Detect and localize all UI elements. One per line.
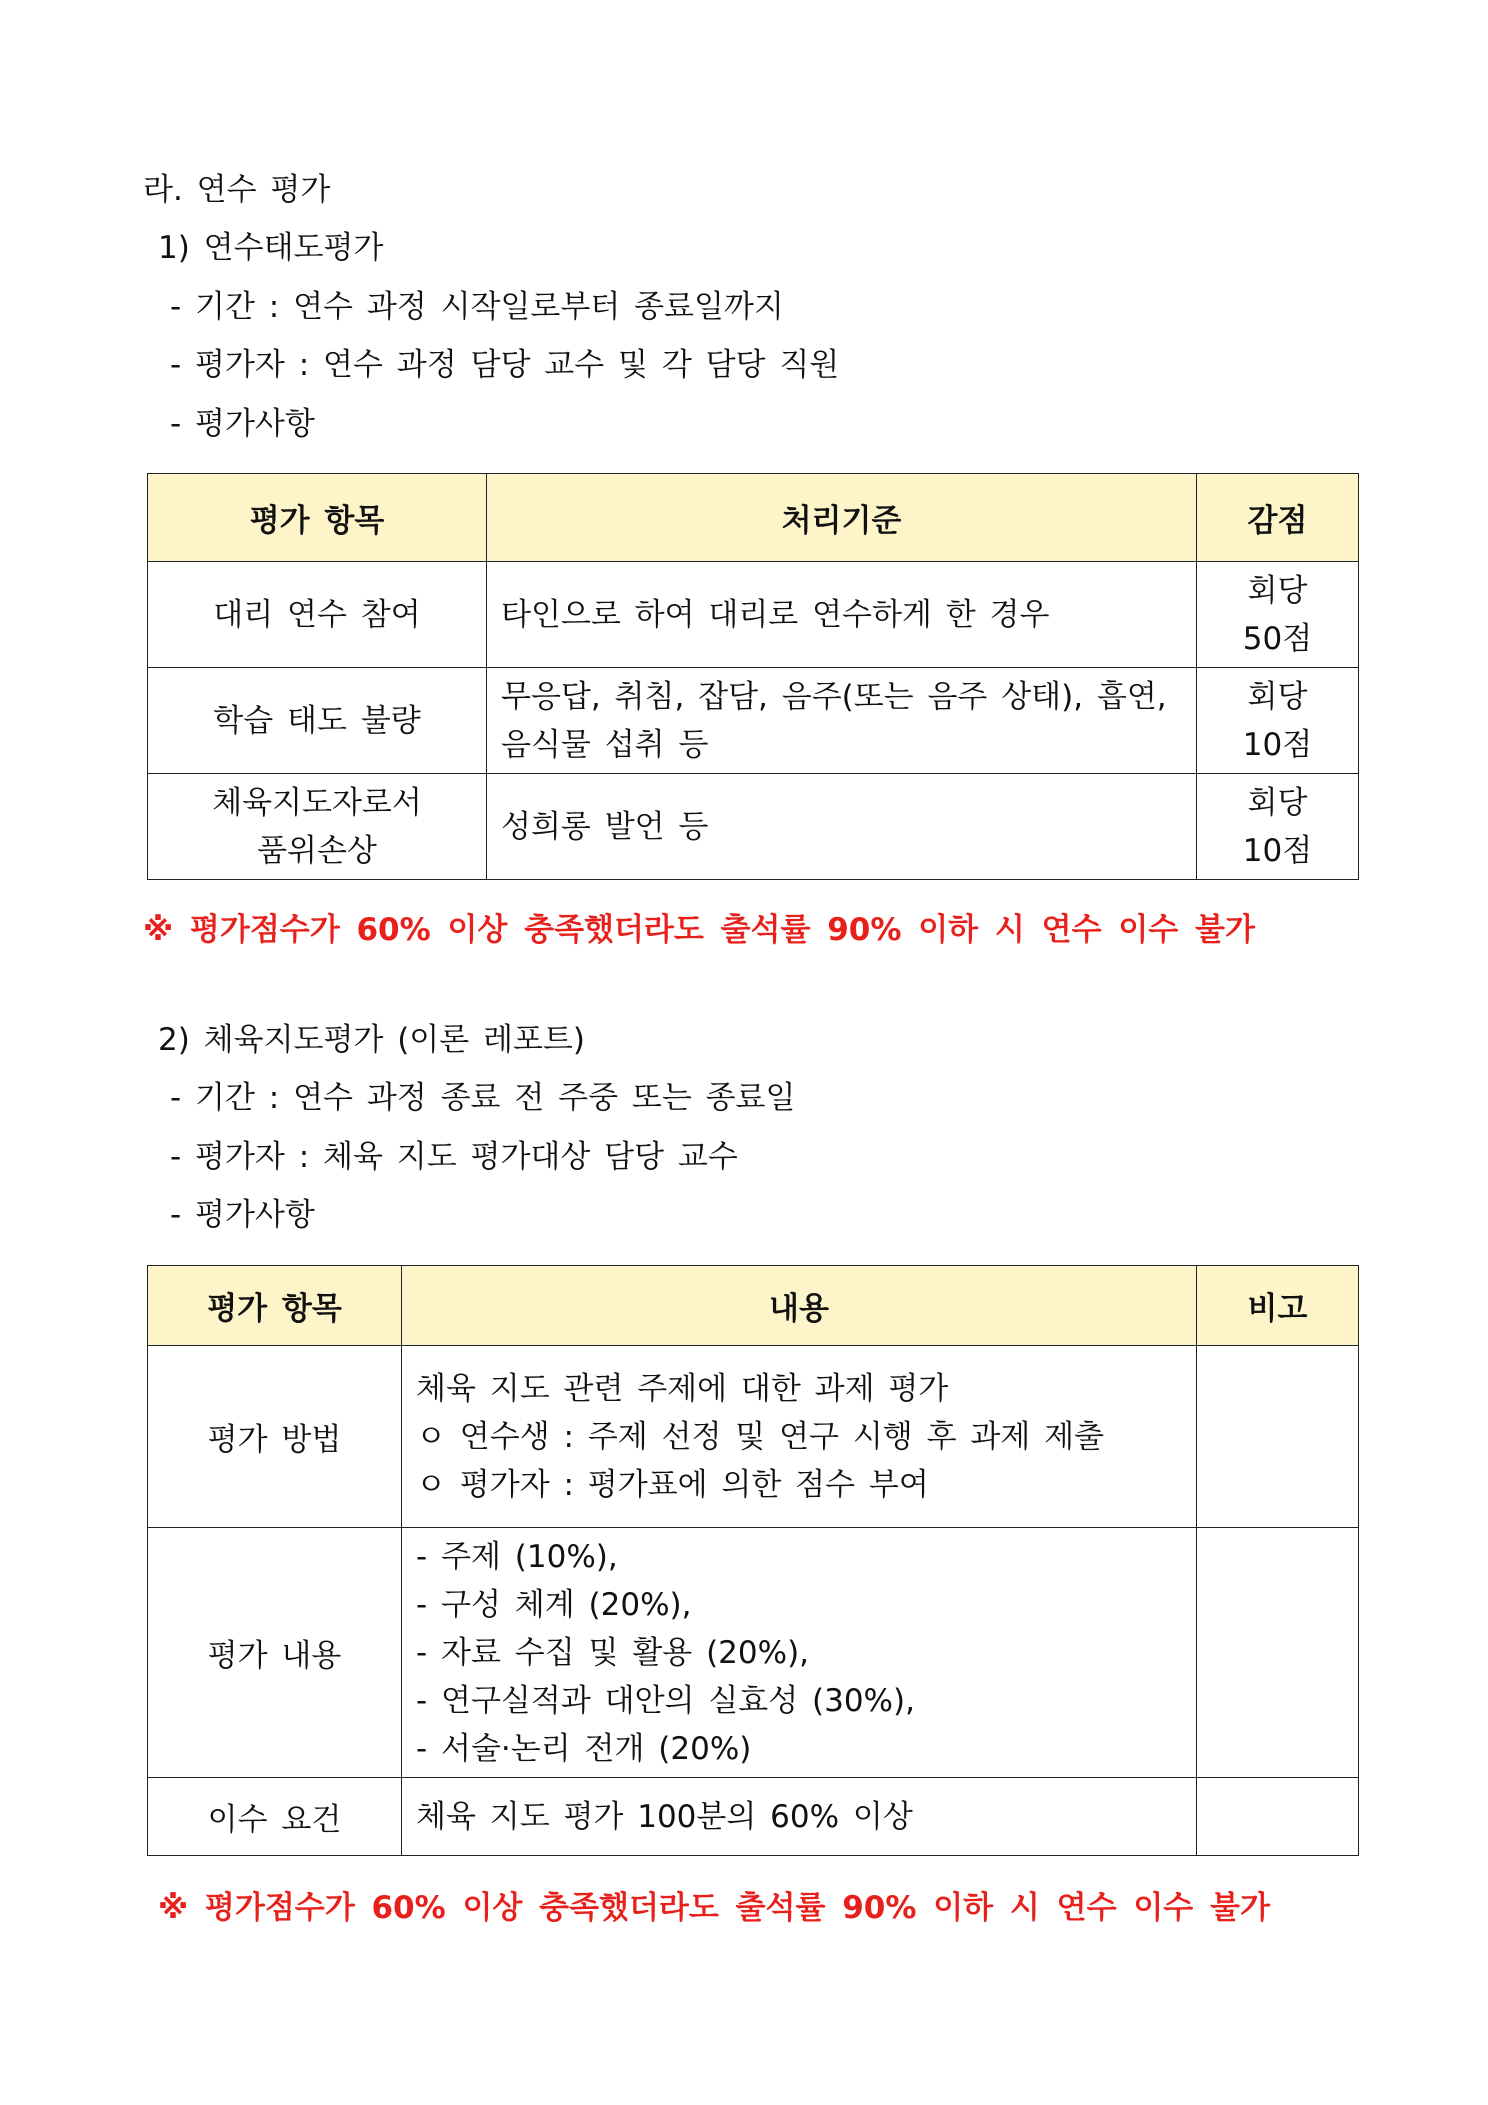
table-row (148, 774, 1359, 880)
subheading-attitude-eval: 1) 연수태도평가 (158, 230, 384, 266)
header-content: 내용 (402, 1266, 1197, 1346)
row-item: 학습 태도 불량 (148, 668, 487, 774)
attendance-warning-note: ※ 평가점수가 60% 이상 충족했더라도 출석률 90% 이하 시 연수 이수 불가 (158, 1890, 1270, 1926)
table-row (148, 562, 1359, 668)
table-row (148, 1778, 1359, 1856)
bullet-evaluator: - 평가자 : 연수 과정 담당 교수 및 각 담당 직원 (170, 347, 840, 383)
row-deduction: 회당 10점 (1197, 774, 1359, 880)
header-item: 평가 항목 (148, 1266, 402, 1346)
row-remark (1197, 1528, 1359, 1778)
table-header-row (148, 474, 1359, 562)
bullet-evaluator: - 평가자 : 체육 지도 평가대상 담당 교수 (170, 1139, 738, 1175)
header-criteria: 처리기준 (487, 474, 1197, 562)
row-item: 대리 연수 참여 (148, 562, 487, 668)
row-criteria: 성희롱 발언 등 (487, 774, 1197, 880)
table-row (148, 1346, 1359, 1528)
header-deduction: 감점 (1197, 474, 1359, 562)
row-content: - 주제 (10%), - 구성 체계 (20%), - 자료 수집 및 활용 (20%), - 연구실적과 대안의 실효성 (30%), - 서술·논리 전개 (20%) (402, 1528, 1197, 1778)
section-heading: 라. 연수 평가 (143, 172, 331, 208)
row-content: 체육 지도 관련 주제에 대한 과제 평가 ㅇ 연수생 : 주제 선정 및 연구 시행 후 과제 제출 ㅇ 평가자 : 평가표에 의한 점수 부여 (402, 1346, 1197, 1528)
row-criteria: 무응답, 취침, 잡담, 음주(또는 음주 상태), 흡연, 음식물 섭취 등 (487, 668, 1197, 774)
bullet-items: - 평가사항 (170, 1197, 315, 1233)
row-item: 이수 요건 (148, 1778, 402, 1856)
table-header-row (148, 1266, 1359, 1346)
table-row (148, 1528, 1359, 1778)
bullet-period: - 기간 : 연수 과정 시작일로부터 종료일까지 (170, 289, 784, 325)
bullet-items: - 평가사항 (170, 406, 315, 442)
header-item: 평가 항목 (148, 474, 487, 562)
row-remark (1197, 1346, 1359, 1528)
header-remark: 비고 (1197, 1266, 1359, 1346)
row-item: 평가 방법 (148, 1346, 402, 1528)
row-deduction: 회당 10점 (1197, 668, 1359, 774)
bullet-period: - 기간 : 연수 과정 종료 전 주중 또는 종료일 (170, 1080, 796, 1116)
row-content: 체육 지도 평가 100분의 60% 이상 (402, 1778, 1197, 1856)
row-item: 평가 내용 (148, 1528, 402, 1778)
row-remark (1197, 1778, 1359, 1856)
teaching-eval-table (147, 1265, 1359, 1856)
row-deduction: 회당 50점 (1197, 562, 1359, 668)
subheading-teaching-eval: 2) 체육지도평가 (이론 레포트) (158, 1022, 585, 1058)
row-item: 체육지도자로서 품위손상 (148, 774, 487, 880)
row-criteria: 타인으로 하여 대리로 연수하게 한 경우 (487, 562, 1197, 668)
table-row (148, 668, 1359, 774)
attitude-eval-table (147, 473, 1359, 880)
attendance-warning-note: ※ 평가점수가 60% 이상 충족했더라도 출석률 90% 이하 시 연수 이수 불가 (143, 912, 1255, 948)
